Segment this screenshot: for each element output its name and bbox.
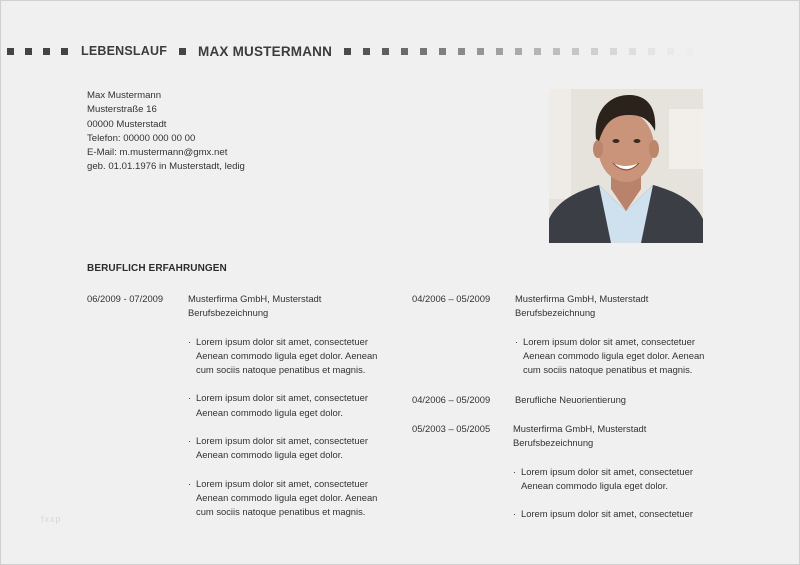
bullet-line: Aenean commodo ligula eget dolor. — [196, 406, 343, 418]
contact-block — [87, 89, 245, 175]
bullet-line: Aenean commodo ligula eget dolor. — [521, 479, 668, 491]
entry-bullet — [188, 434, 377, 463]
header-square — [534, 48, 541, 55]
header-square — [458, 48, 465, 55]
header-square — [629, 48, 636, 55]
header-square — [553, 48, 560, 55]
header-square — [382, 48, 389, 55]
entry-company: Musterfirma GmbH, Musterstadt — [515, 293, 649, 304]
header-square — [591, 48, 598, 55]
header-square — [477, 48, 484, 55]
entry-date: 04/2006 – 05/2009 — [412, 293, 491, 304]
entry-body — [515, 393, 626, 407]
entry-bullet — [513, 465, 693, 494]
bullet-line: · Lorem ipsum dolor sit amet, consectetuer — [196, 335, 368, 347]
bullet-line: cum sociis natoque penatibus et magnis. — [196, 506, 366, 518]
header-square — [43, 48, 50, 55]
contact-street: Musterstraße 16 — [87, 104, 157, 116]
entry-company: Musterfirma GmbH, Musterstadt — [513, 423, 647, 434]
entry-bullet — [515, 335, 704, 378]
bullet-line: · Lorem ipsum dolor sit amet, consectetuer — [523, 335, 695, 347]
header-square — [686, 48, 693, 55]
entry-date: 05/2003 – 05/2005 — [412, 423, 491, 434]
bullet-line: · Lorem ipsum dolor sit amet, consectetuer — [196, 477, 368, 489]
header-square — [667, 48, 674, 55]
header-square — [25, 48, 32, 55]
header-square — [420, 48, 427, 55]
header-square — [515, 48, 522, 55]
portrait-photo — [549, 89, 703, 243]
document-type-title: LEBENSLAUF — [81, 44, 168, 58]
entry-company: Berufliche Neuorientierung — [515, 394, 627, 405]
entry-date: 06/2009 - 07/2009 — [87, 293, 164, 304]
watermark-text: fxxp — [41, 514, 62, 524]
header-square — [610, 48, 617, 55]
cv-header — [7, 42, 797, 60]
header-square-strip — [344, 48, 705, 55]
contact-phone: Telefon: 00000 000 00 00 — [87, 132, 196, 144]
bullet-line: cum sociis natoque penatibus et magnis. — [196, 364, 366, 376]
header-square — [363, 48, 370, 55]
contact-name: Max Mustermann — [87, 90, 162, 101]
entry-bullet — [188, 335, 377, 378]
entry-body — [513, 422, 693, 521]
bullet-line: Aenean commodo ligula eget dolor. — [196, 449, 343, 461]
bullet-line: Aenean commodo ligula eget dolor. Aenean — [196, 491, 378, 503]
bullet-line: Aenean commodo ligula eget dolor. Aenean — [196, 349, 378, 361]
header-square — [179, 48, 186, 55]
header-square — [7, 48, 14, 55]
header-square — [496, 48, 503, 55]
contact-birth: geb. 01.01.1976 in Musterstadt, ledig — [87, 161, 245, 173]
entry-bullet — [513, 507, 693, 521]
header-square — [439, 48, 446, 55]
bullet-line: Aenean commodo ligula eget dolor. Aenean — [523, 349, 705, 361]
bullet-line: · Lorem ipsum dolor sit amet, consectetuer — [196, 435, 368, 447]
bullet-line: cum sociis natoque penatibus et magnis. — [523, 364, 693, 376]
entry-position: Berufsbezeichnung — [513, 437, 594, 449]
contact-email: E-Mail: m.mustermann@gmx.net — [87, 147, 228, 159]
header-square — [572, 48, 579, 55]
header-square — [401, 48, 408, 55]
entry-bullet — [188, 391, 377, 420]
person-name-title: MAX MUSTERMANN — [198, 43, 333, 59]
header-square — [648, 48, 655, 55]
section-title: BERUFLICH ERFAHRUNGEN — [87, 263, 227, 274]
contact-city: 00000 Musterstadt — [87, 118, 167, 130]
bullet-line: · Lorem ipsum dolor sit amet, consectetuer — [521, 465, 693, 477]
entry-company: Musterfirma GmbH, Musterstadt — [188, 293, 322, 304]
bullet-line: · Lorem ipsum dolor sit amet, consectetuer — [521, 508, 693, 520]
entry-bullet — [188, 477, 377, 520]
entry-body — [188, 292, 377, 520]
header-square — [344, 48, 351, 55]
entry-position: Berufsbezeichnung — [515, 307, 596, 319]
entry-date: 04/2006 – 05/2009 — [412, 394, 491, 405]
bullet-line: · Lorem ipsum dolor sit amet, consectetuer — [196, 392, 368, 404]
entry-body — [515, 292, 704, 377]
header-square — [61, 48, 68, 55]
entry-position: Berufsbezeichnung — [188, 307, 269, 319]
